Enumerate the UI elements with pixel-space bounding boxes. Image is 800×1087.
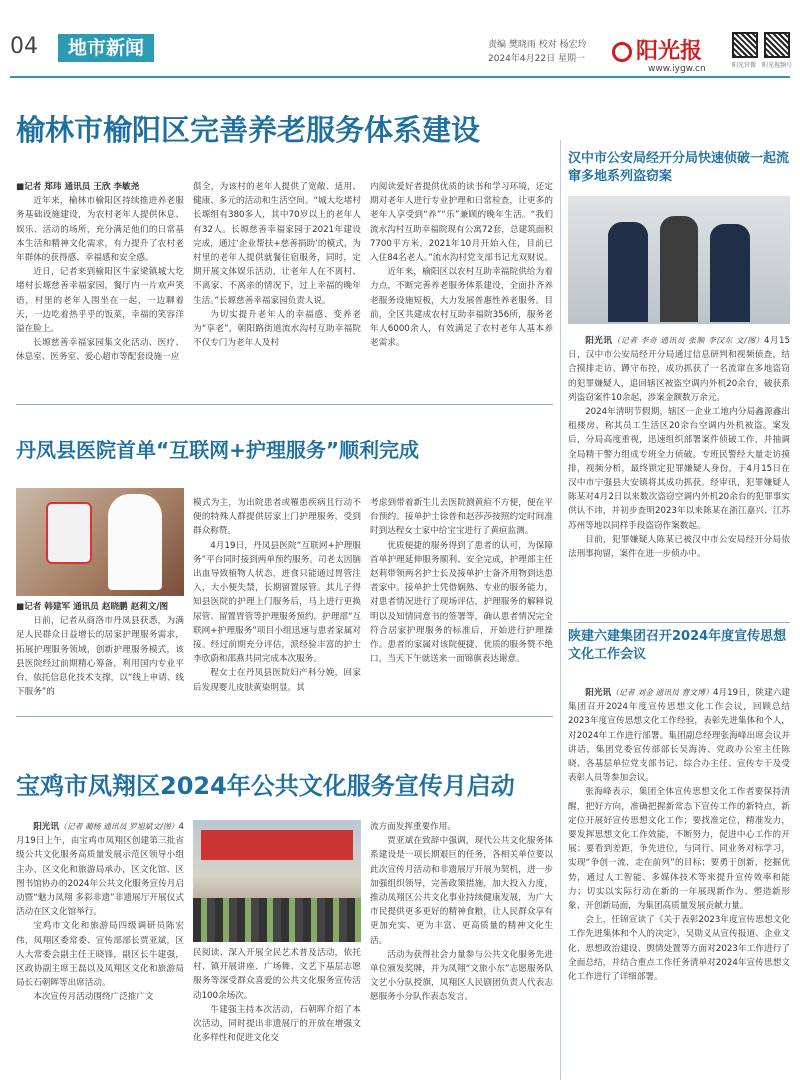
article-a1-text1 — [16, 194, 184, 364]
qr-code-icon — [764, 32, 790, 58]
article-a1-text3 — [370, 180, 553, 350]
byline-a4-note: （记者 李奇 通讯员 张顺 李汉东 文/图） — [612, 336, 764, 345]
article-a2-col2 — [193, 496, 361, 692]
qr-caption-2: 阳光视频号 — [762, 62, 793, 69]
paragraph: 长塬慈善幸福家园集文化活动、医疗、休息室、医务室、爱心超市等配套设施一应 — [16, 338, 184, 363]
article-a2-text2 — [193, 496, 361, 695]
paragraph: 近年来，榆林市榆阳区持续推进养老服务基础设施建设，为农村老年人提供休息、娱乐、活动的场所，充分满足他们的日常基本生活和精神文化需求，有力提升了农村老年群体的获得感、幸福感和安全感。 — [16, 196, 184, 264]
byline-a3-note: （记者 蔺杨 通讯员 罗旭斌文/图） — [59, 822, 179, 831]
issue-date: 2024年4月22日 星期一 — [488, 54, 585, 64]
photo-culture-event — [193, 820, 361, 942]
article-a5-body — [568, 686, 790, 1078]
article-a1-col2 — [193, 180, 361, 398]
qr-caption-1: 阳光官微 — [732, 62, 757, 69]
paragraph: 会上，任锦宣读了《关于表彰2023年度宣传思想文化工作先进集体和个人的决定》，吴勋义从宣传报道、企业文化、思想政治建设、舆情处置等方面对2023年工作进行了全面总结，并结合重点工作任务清单对2024年宣传思想文化工作进行了详细部署。 — [568, 915, 790, 983]
article-a3-text3 — [370, 820, 553, 1005]
byline-a4: 阳光讯 — [585, 336, 613, 346]
paragraph: 优质便捷的服务得到了患者的认可，为保障首单护理延伸服务顺利、安全完成，护理部主任赵莉带领两名护士长及接单护士备齐用物到达患者家中。接单护士凭借娴熟、专业的服务能力，对患者情况进行了现场评估，护理服务的解释说明以及知情同意书的签署等，确认患者情况完全符合居家护理服务的标准后，开始进行护理操作。患者的家属对该院便捷、优质的服务赞不绝口，当天下午就送来一面锦旗表达谢意。 — [370, 540, 553, 665]
paragraph: 内阅读爱好者提供优质的读书和学习环境，还定期对老年人进行专业护理和日常检查，让更多的老年人享受到“养”“乐”兼顾的晚年生活。“我们流水沟村互助幸福院现有公寓72套，总建筑面积7700平方米，2021年10月开始入住，目前已入住84名老人。”流水沟村党支部书记尤双财说。 — [370, 182, 553, 264]
photo-nurse-service — [16, 488, 184, 596]
byline-a5-note: （记者 刘金 通讯员 曹文博） — [611, 688, 713, 697]
medical-kit-icon — [46, 502, 92, 564]
article-a1-col1 — [16, 180, 184, 398]
byline-a2: ■记者 韩建军 通讯员 赵晓鹏 赵莉文/图 — [16, 602, 169, 612]
paragraph: 宝鸡市文化和旅游局四级调研员陈宏伟，凤翔区委常委、宣传部部长贾亚斌，区人大常委会副主任王晓锋，副区长牛建强，区政协副主席王磊以及凤翔区文化和旅游局局长石朝晖等出席活动。 — [16, 921, 184, 989]
headline-a2[interactable]: 丹凤县医院首单“互联网+护理服务”顺利完成 — [16, 438, 420, 462]
article-a2-text1 — [16, 614, 184, 699]
stage-banner — [201, 830, 353, 860]
paper-name: 阳光报 — [636, 38, 703, 64]
paper-logo — [612, 34, 702, 65]
divider — [568, 622, 790, 623]
headline-a1[interactable]: 榆林市榆阳区完善养老服务体系建设 — [16, 113, 481, 147]
crowd — [193, 898, 361, 942]
article-a5-text: 4月19日，陕建六建集团召开2024年度宣传思想文化工作会议，回顾总结2023年度宣传思想文化工作经验，表彰先进集体和个人，对2024年工作进行部署。集团副总经理张海峰出席会议并讲话，集团党委宣传部部长吴海涛、党政办公室主任陈晓、各基层单位党支部书记、综合办主任、宣传专干及受表彰人员等参加会议。 — [568, 688, 790, 784]
paragraph: 4月19日，丹凤县医院“互联网+护理服务”平台同时接到两单预约服务。司老太因脑出血导致植物人状态，进食只能通过胃管注入，大小便失禁，长期留置尿管。其儿子得知县医院的护理上门服务后，马上进行更换尿管、留置胃管等护理服务预约，护理部“互联网+护理服务”项目小组迅速与患者家属对接。经过前期充分评估，派经验丰富的护士李欣蔚和邵燕共同完成本次服务。 — [193, 540, 361, 665]
website[interactable]: www.iygw.cn — [648, 64, 706, 74]
paragraph: 牛建强主持本次活动，石朝晖介绍了本次活动，同时提出非遗展厅的开放在增强文化多样性和促进文化交 — [193, 1004, 361, 1044]
paragraph: 2024年清明节假期，辖区一企业工地内分局鑫源鑫出租楼房、称其员工生活区20余台空调内外机被盗。案发后，分局高度重视，迅速组织部署案件侦破工作，并抽调全局精干警力组成专班全力侦破。专班民警经大量走访摸排，视频分析，最终锁定犯罪嫌疑人身份，于4月15日在汉中市宁强县大安镇将其成功抓获。经审讯，犯罪嫌疑人陈某对4月2日以来数次盗窃空调内外机20余台的犯罪事实供认不讳，并初步查明2023年以来陈某在浙江嘉兴、江苏苏州等地以同样手段盗窃作案数起。 — [568, 407, 790, 531]
byline-a3: 阳光讯 — [33, 822, 60, 832]
nurse-figure — [108, 494, 162, 590]
page-number: 04 — [10, 34, 38, 59]
paragraph: 模式为主，为出院患者或罹患疾病且行动不便的特殊人群提供居家上门护理服务，受到群众称赞。 — [193, 498, 361, 537]
paper-logo-icon — [612, 42, 632, 62]
editor-info — [488, 38, 587, 66]
article-a1-text2 — [193, 180, 361, 350]
police-officer — [608, 222, 648, 322]
article-a3-text2 — [193, 946, 361, 1045]
divider — [16, 716, 553, 717]
paragraph: 程女士在丹凤县医院妇产科分娩，回家后发现婴儿皮肤黄染明显。其 — [193, 668, 361, 693]
paragraph: 俱全，为该村的老年人提供了宽敞、适用、健康、多元的活动和生活空间。“城大圪堵村长塬组有380多人，其中70岁以上的老年人有32人。长塬慈善幸福家园于2021年建设完成，通过‘企业帮扶+慈善捐助’的模式，为村里的老年人提供就餐住宿服务，同时，定期开展文体娱乐活动，让老年人在不离村、不离家、不离亲的情况下，过上幸福的晚年生活。”长塬慈善幸福家园负责人说。 — [193, 182, 361, 306]
article-a3-col2 — [193, 946, 361, 1078]
paragraph: 流方面发挥重要作用。 — [370, 822, 456, 832]
article-a4-body — [568, 334, 790, 624]
suspect — [660, 216, 698, 322]
qr-code-icon — [732, 32, 758, 58]
paragraph: 为切实提升老年人的幸福感、变养老为“享老”，朝阳路街道流水沟村互助幸福院不仅专门为老年人及村 — [193, 309, 361, 349]
paragraph: 活动为获得社会力量参与公共文化服务先进单位颁发奖牌，并为凤翔“文旅小东”志愿服务队文艺小分队授旗，凤翔区人民剧团负责人代表志愿服务小分队作表态发言。 — [370, 949, 553, 1003]
photo-police-arrest — [568, 196, 790, 324]
paragraph: 近年来，榆阳区以农村互助幸福院供给为着力点，不断完善养老服务体系建设，全面扑齐养老服务设施短板，大力发展普惠性养老服务。目前，全区共建成农村互助幸福院356所，服务老年人6000余人，有效满足了农村老年人基本养老需求。 — [370, 267, 553, 349]
article-a2-col1 — [16, 600, 184, 698]
byline-a5: 阳光讯 — [585, 688, 612, 698]
column-divider — [560, 140, 561, 1080]
article-a2-text3 — [370, 496, 553, 666]
header-rule — [10, 76, 790, 78]
police-officer — [710, 224, 750, 322]
masthead — [0, 0, 800, 76]
section-title: 地市新闻 — [58, 34, 154, 62]
headline-a4[interactable]: 汉中市公安局经开分局快速侦破一起流窜多地系列盗窃案 — [568, 151, 790, 184]
headline-a5[interactable]: 陕建六建集团召开2024年度宣传思想文化工作会议 — [568, 629, 787, 662]
paragraph: 贾亚斌在致辞中强调，现代公共文化服务体系建设是一项长期艰巨的任务，各相关单位要以此次宣传月活动和非遗展厅开展为契机，进一步加强组织领导，完善政策措施，加大投入力度，推动凤翔区公共文化事业持续健康发展，为广大市民提供更多更好的精神食粮，让人民群众享有更加充实、更为丰富、更高质量的精神文化生活。 — [370, 836, 553, 946]
article-a3-text1: 4月19日上午，由宝鸡市凤翔区创建第三批省级公共文化服务高质量发展示范区领导小组主办，区文化和旅游局承办，区文化馆、区图书馆协办的2024年公共文化服务宣传月启动暨“魅力凤翔 多彩非遗”非遗展厅开展仪式活动在区文化馆举行。 — [16, 822, 184, 918]
article-a2-col3 — [370, 496, 553, 692]
article-a1-col3 — [370, 180, 553, 398]
byline-a1: ■记者 郑玮 通讯员 王欣 李敏尧 — [16, 182, 140, 192]
paragraph: 目前，犯罪嫌疑人陈某已被汉中市公安局经开分局依法刑事拘留，案件在进一步侦办中。 — [568, 534, 790, 560]
article-a4-text: 4月15日，汉中市公安局经开分局通过信息研判和视频侦查，结合摸排走访、蹲守布控，成功抓获了一名流窜在多地盗窃的犯罪嫌疑人，追回辖区被盗空调内外机20余台，破获系列盗窃案件10余起，涉案金额数万余元。 — [568, 336, 790, 403]
headline-a3[interactable]: 宝鸡市凤翔区2024年公共文化服务宣传月启动 — [16, 772, 515, 800]
article-a3-col1 — [16, 820, 184, 1078]
paragraph: 民阅读、深入开展全民艺术普及活动，依托村、镇开展讲座、广场舞、文艺下基层志愿服务等深受群众喜爱的公共文化服务宣传活动100余场次。 — [193, 948, 361, 1001]
editors: 责编 樊晓雨 校对 杨宏玲 — [488, 40, 587, 50]
paragraph: 张海峰表示，集团全体宣传思想文化工作者要保持清醒，把好方向，准确把握新常态下宣传工作的新特点，新定位开展好宣传思想文化工作；要找准定位，精准发力，要发挥思想文化工作效能，不断努力，促进中心工作的开展；要看到差距，争先进位，与同行、同业务对标学习，实现“争创一流、走在前列”的目标；要勇于创新，挖掘优势，通过人工智能、多媒体技术等来提升宣传效率和能力；切实以实际行动在新的一年展现新作为、塑造新形象、开创新局面，为集团高质量发展贡献力量。 — [568, 787, 790, 912]
paragraph: 本次宣传月活动围绕广泛推广文 — [33, 992, 154, 1003]
paragraph: 近日，记者来到榆阳区牛家梁镇城大圪堵村长塬慈善幸福家园，餐厅内一片欢声笑语，村里的老年人围坐在一起，一边聊着天，一边吃着热乎乎的饭菜，幸福的笑容洋溢在脸上。 — [16, 267, 184, 335]
paragraph: 考虑到带着新生儿去医院测黄疸不方便，便在平台预约。接单护士徐普和赵莎莎按照约定时间准时到达程女士家中给宝宝进行了黄疸监测。 — [370, 498, 553, 537]
divider — [16, 404, 553, 405]
paragraph: 日前，记者从商洛市丹凤县获悉，为满足人民群众日益增长的居家护理服务需求，拓展护理服务领域，创新护理服务模式，该县医院经过前期精心筹备，利用国内专业平台，依托信息化技术支撑，以“线上申请、线下服务”的 — [16, 616, 184, 698]
article-a3-col3 — [370, 820, 553, 1078]
